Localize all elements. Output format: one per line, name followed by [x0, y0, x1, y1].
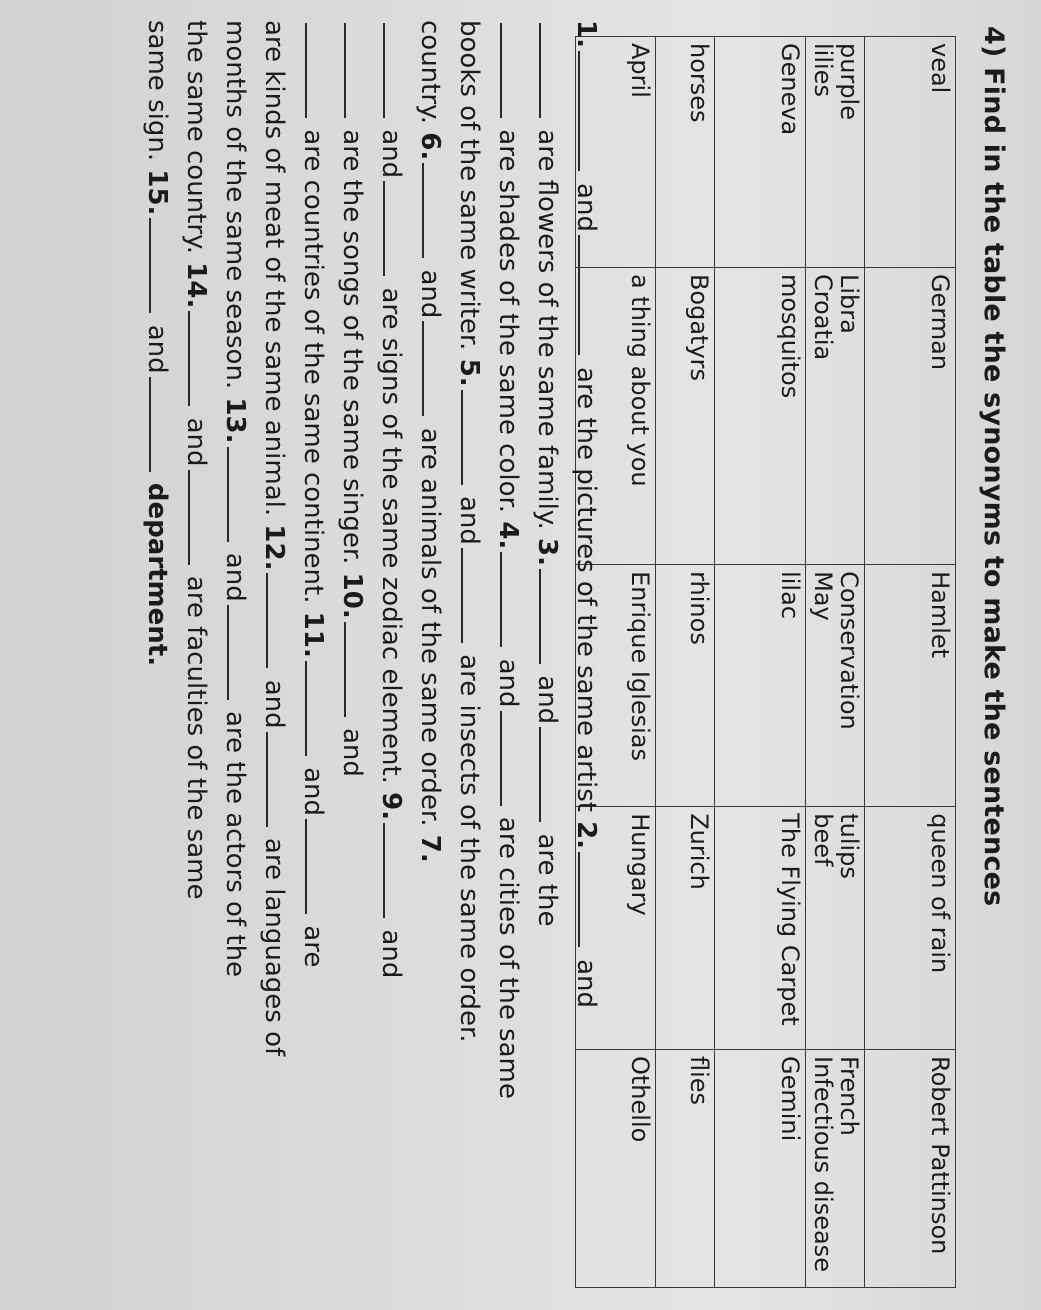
table-cell	[656, 1050, 715, 1288]
blank-field[interactable]	[227, 447, 251, 542]
cell-word: Robert Pattinson	[926, 1056, 954, 1255]
table-row	[806, 37, 865, 1288]
blank-field[interactable]	[383, 23, 407, 118]
cell-word: flies	[685, 1056, 714, 1106]
table-row	[865, 37, 956, 1288]
blank-field[interactable]	[383, 823, 407, 918]
blank-field[interactable]	[266, 732, 290, 827]
blank-field[interactable]	[383, 181, 407, 276]
table-cell	[715, 267, 806, 564]
cell-word: The Flying Carpet	[776, 813, 805, 1026]
blank-field[interactable]	[305, 23, 329, 118]
sentence-line-7: are the songs of the same singer. 10. and	[332, 20, 371, 1275]
cell-word: mosquitos	[776, 273, 805, 399]
blank-field[interactable]	[344, 23, 368, 118]
cell-word: Bogatyrs	[685, 273, 714, 382]
cell-word: tulips	[835, 813, 863, 879]
sentence-line-2: are flowers of the same family. 3. and are the	[527, 20, 566, 1275]
cell-word: April	[626, 43, 655, 98]
table-cell	[656, 267, 715, 564]
blank-field[interactable]	[578, 235, 602, 355]
table-cell	[806, 807, 865, 1050]
blank-field[interactable]	[149, 377, 173, 472]
cell-word: French	[835, 1056, 863, 1136]
cell-word: Othello	[626, 1056, 655, 1143]
table-cell	[865, 37, 956, 268]
cell-word: Croatia	[809, 273, 838, 361]
sentence-line-8: are countries of the same continent. 11. and are	[293, 20, 332, 1275]
cell-word: May	[809, 571, 838, 621]
cell-word: Hamlet	[926, 571, 954, 659]
blank-field[interactable]	[539, 569, 563, 664]
cell-word: rhinos	[685, 571, 714, 645]
cell-word: beef	[809, 813, 838, 867]
blank-field[interactable]	[539, 23, 563, 118]
table-row	[715, 37, 806, 1288]
table-cell	[865, 1050, 956, 1288]
sentence-line-1: 1. and are the pictures of the same artist 2. and	[571, 20, 601, 1009]
blank-field[interactable]	[500, 552, 524, 647]
exercise-heading: 4) Find in the table the synonyms to make the sentences	[978, 26, 1009, 907]
sentence-line-11: the same country. 14. and are faculties of the same	[181, 20, 211, 900]
table-cell	[656, 37, 715, 268]
blank-field[interactable]	[227, 605, 251, 700]
table-cell	[715, 807, 806, 1050]
table-cell	[806, 37, 865, 268]
blank-field[interactable]	[188, 311, 212, 406]
cell-word: lilies	[809, 43, 838, 97]
table-cell	[715, 565, 806, 807]
table-cell	[865, 807, 956, 1050]
table-cell	[806, 267, 865, 564]
table-cell	[656, 807, 715, 1050]
blank-field[interactable]	[266, 573, 290, 668]
table-cell	[715, 1050, 806, 1288]
sentence-line-5: country. 6. and are animals of the same order. 7.	[415, 20, 445, 863]
blank-field[interactable]	[500, 711, 524, 806]
cell-word: lilac	[776, 571, 805, 619]
sentence-line-6: and are signs of the same zodiac element. 9. and	[371, 20, 410, 1275]
table-cell	[865, 565, 956, 807]
cell-word: Libra	[835, 273, 863, 334]
table-cell	[865, 267, 956, 564]
cell-word: queen of rain	[926, 813, 954, 974]
table-cell	[656, 565, 715, 807]
blank-field[interactable]	[149, 218, 173, 313]
sentence-line-3: are shades of the same color. 4. and are cities of the same	[488, 20, 527, 1275]
blank-field[interactable]	[344, 622, 368, 717]
blank-field[interactable]	[578, 852, 602, 947]
cell-word: purple	[835, 43, 863, 120]
cell-word: horses	[685, 43, 714, 123]
sentence-line-10: months of the same season. 13. and are the actors of the	[220, 20, 250, 978]
synonyms-table	[575, 36, 956, 1288]
blank-field[interactable]	[578, 51, 602, 171]
blank-field[interactable]	[305, 819, 329, 914]
cell-word: Infectious disease	[809, 1056, 838, 1272]
cell-word: Gemini	[776, 1056, 805, 1142]
sentence-line-9: are kinds of meat of the same animal. 12. and are languages of	[259, 20, 289, 1057]
blank-field[interactable]	[461, 390, 485, 485]
cell-word: German	[926, 273, 954, 371]
cell-word: Conservation	[835, 571, 863, 730]
blank-field[interactable]	[305, 661, 329, 756]
blank-field[interactable]	[461, 548, 485, 643]
cell-word: Geneva	[776, 43, 805, 136]
table-cell	[806, 1050, 865, 1288]
blank-field[interactable]	[422, 163, 446, 258]
table-row	[656, 37, 715, 1288]
blank-field[interactable]	[539, 727, 563, 822]
blank-field[interactable]	[188, 470, 212, 565]
cell-word: a thing about you	[626, 273, 655, 487]
blank-field[interactable]	[500, 23, 524, 118]
cell-word: veal	[926, 43, 954, 94]
sentence-line-12: same sign. 15. and department.	[142, 20, 172, 667]
fill-in-sentences	[137, 20, 605, 1275]
table-cell	[806, 565, 865, 807]
sentence-line-4: books of the same writer. 5. and are insects of the same order.	[454, 20, 484, 1043]
cell-word: Zurich	[685, 813, 714, 890]
blank-field[interactable]	[422, 321, 446, 416]
cell-word: Hungary	[626, 813, 655, 916]
cell-word: Enrique Iglesias	[626, 571, 655, 761]
table-cell	[715, 37, 806, 268]
